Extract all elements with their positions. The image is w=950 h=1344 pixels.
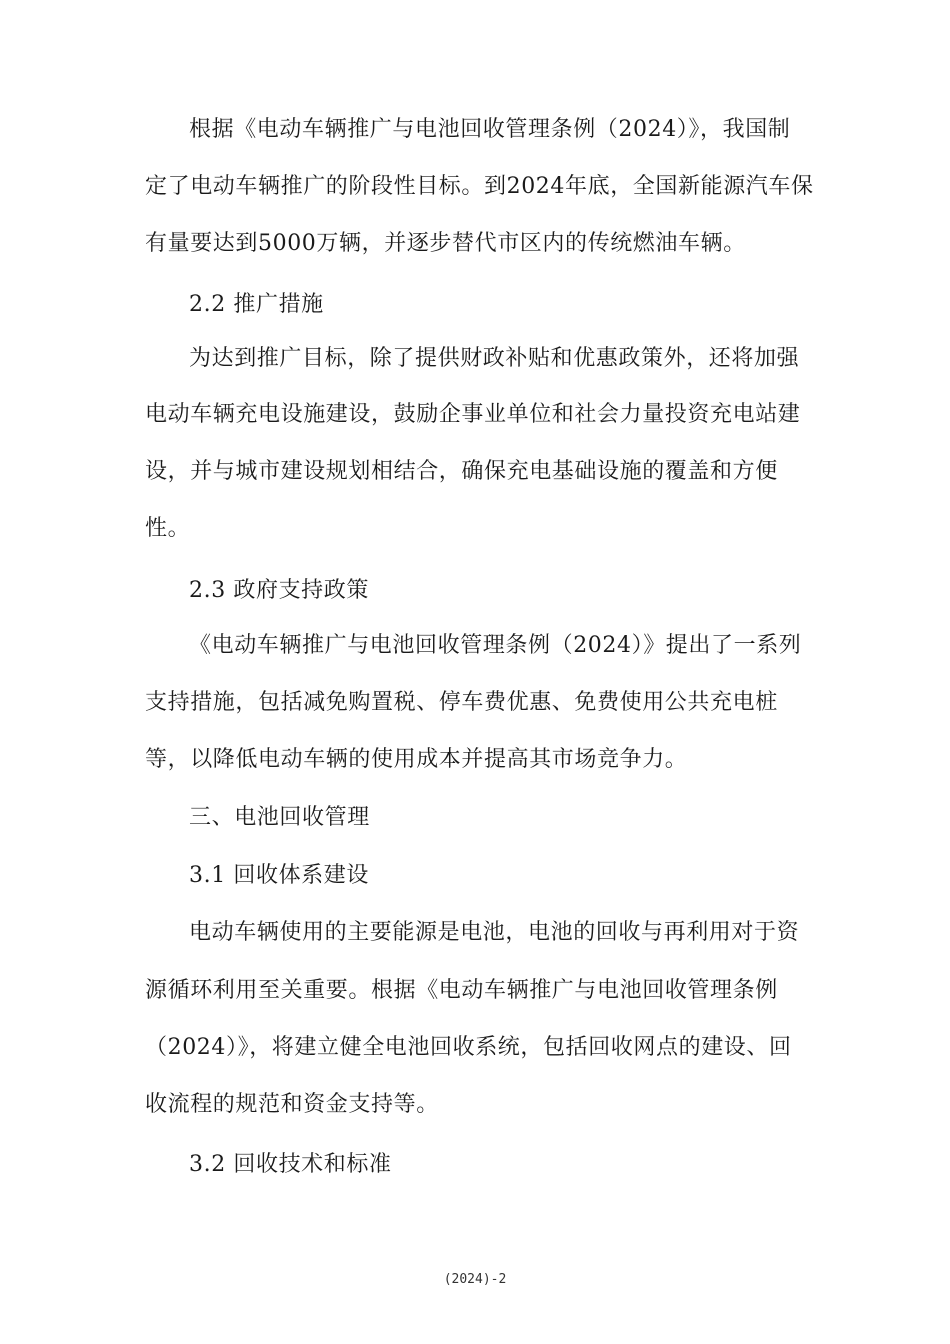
paragraph-line: 电动车辆使用的主要能源是电池，电池的回收与再利用对于资 [189, 920, 800, 945]
paragraph-line: 设，并与城市建设规划相结合，确保充电基础设施的覆盖和方便 [145, 459, 778, 484]
paragraph-line: 等，以降低电动车辆的使用成本并提高其市场竞争力。 [145, 747, 688, 772]
paragraph-line: 根据《电动车辆推广与电池回收管理条例（2024）》，我国制 [189, 117, 791, 142]
paragraph-line: 性。 [145, 516, 191, 541]
paragraph-line: 为达到推广目标，除了提供财政补贴和优惠政策外，还将加强 [189, 346, 800, 371]
section-heading: 3.2 回收技术和标准 [189, 1152, 392, 1177]
section-heading: 2.3 政府支持政策 [189, 578, 369, 603]
page-footer: (2024)-2 [443, 1272, 507, 1287]
paragraph-line: 定了电动车辆推广的阶段性目标。到2024年底，全国新能源汽车保 [145, 174, 814, 199]
chapter-heading: 三、电池回收管理 [189, 805, 370, 830]
paragraph-line: 《电动车辆推广与电池回收管理条例（2024）》提出了一系列 [189, 633, 802, 658]
paragraph-line: 收流程的规范和资金支持等。 [145, 1092, 439, 1117]
paragraph-line: 有量要达到5000万辆，并逐步替代市区内的传统燃油车辆。 [145, 231, 746, 256]
section-heading: 2.2 推广措施 [189, 292, 324, 317]
paragraph-line: 电动车辆充电设施建设，鼓励企事业单位和社会力量投资充电站建 [145, 402, 801, 427]
paragraph-line: 支持措施，包括减免购置税、停车费优惠、免费使用公共充电桩 [145, 690, 778, 715]
paragraph-line: （2024）》，将建立健全电池回收系统，包括回收网点的建设、回 [145, 1035, 792, 1060]
paragraph-line: 源循环利用至关重要。根据《电动车辆推广与电池回收管理条例 [145, 978, 778, 1003]
section-heading: 3.1 回收体系建设 [189, 863, 369, 888]
